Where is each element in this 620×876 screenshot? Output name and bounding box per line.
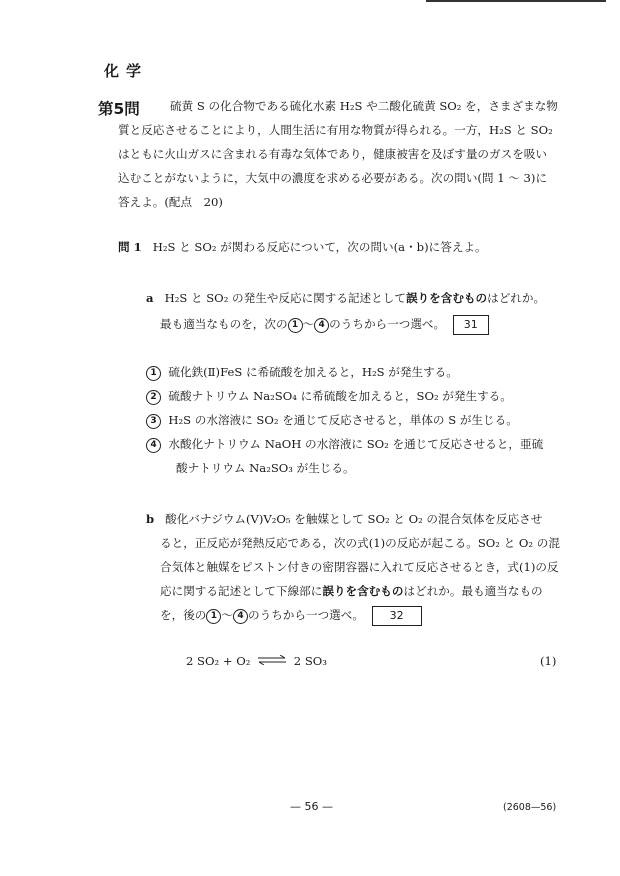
option-4-continuation: 酸ナトリウム Na₂SO₃ が生じる。 — [176, 461, 355, 475]
circled-4-icon: 4 — [314, 318, 329, 333]
circled-4-icon: 4 — [233, 609, 248, 624]
part-a-label: a — [146, 291, 154, 305]
option-2-marker: 2 — [146, 390, 161, 405]
equation — [186, 650, 327, 674]
part-a-line-2 — [160, 313, 489, 337]
equation-number: (1) — [540, 654, 557, 668]
part-a-line1-pre: H₂S と SO₂ の発生や反応に関する記述として — [164, 291, 406, 305]
part-b-line4-bold: 誤りを含むもの — [322, 584, 404, 598]
circled-1-icon: 1 — [288, 318, 303, 333]
part-a-line-1 — [146, 287, 545, 311]
top-rule — [426, 0, 606, 2]
intro-line-3: はともに火山ガスに含まれる有毒な気体であり，健康被害を及ぼす量のガスを吸い — [118, 147, 547, 161]
option-2-text: 硫酸ナトリウム Na₂SO₄ に希硫酸を加えると，SO₂ が発生する。 — [168, 389, 512, 403]
part-b-line-2: ると，正反応が発熱反応である，次の式(1)の反応が起こる。SO₂ と O₂ の混 — [160, 536, 560, 550]
part-b-label: b — [146, 512, 155, 526]
answer-box-31: 31 — [453, 315, 489, 335]
part-b-line-1 — [146, 508, 542, 532]
equilibrium-arrow-icon — [257, 655, 287, 665]
subject-title: 化学 — [104, 62, 149, 80]
intro-line-4: 込むことがないように，大気中の濃度を求める必要がある。次の問い(問 1 ～ 3)に — [118, 171, 548, 185]
option-3-marker: 3 — [146, 414, 161, 429]
part-b-line5-post: のうちから一つ選べ。 — [248, 608, 364, 622]
option-1-text: 硫化鉄(Ⅱ)FeS に希硫酸を加えると，H₂S が発生する。 — [168, 365, 458, 379]
intro-line-1: 硫黄 S の化合物である硫化水素 H₂S や二酸化硫黄 SO₂ を，さまざまな物 — [170, 99, 558, 113]
mon1-line — [118, 236, 487, 260]
mon1-label: 問 1 — [118, 240, 142, 254]
equation-left: 2 SO₂ + O₂ — [186, 654, 251, 668]
part-a-line2-mid: ～ — [302, 317, 315, 331]
part-b-line-4 — [160, 580, 543, 604]
part-b-line-3: 合気体と触媒をピストン付きの密閉容器に入れて反応させるとき，式(1)の反 — [160, 560, 559, 574]
part-b-line-5 — [160, 604, 422, 628]
option-2 — [146, 385, 512, 409]
answer-box-32: 32 — [372, 606, 422, 626]
part-b-line5-mid: ～ — [221, 608, 233, 622]
option-3 — [146, 409, 518, 433]
option-4-marker: 4 — [146, 438, 161, 453]
part-a-line2-post: のうちから一つ選べ。 — [329, 317, 446, 331]
option-4 — [146, 433, 543, 457]
part-a-line1-bold: 誤りを含むもの — [405, 291, 488, 305]
part-b-line4-pre: 応に関する記述として下線部に — [160, 584, 323, 598]
option-1-marker: 1 — [146, 366, 161, 381]
part-a-line1-post: はどれか。 — [487, 291, 546, 305]
equation-right: 2 SO₃ — [293, 654, 327, 668]
part-b-line1-text: 酸化バナジウム(Ⅴ)V₂O₅ を触媒として SO₂ と O₂ の混合気体を反応させ — [165, 512, 543, 526]
mon1-text: H₂S と SO₂ が関わる反応について，次の問い(a・b)に答えよ。 — [152, 240, 487, 254]
part-b-line4-post: はどれか。最も適当なもの — [403, 584, 543, 598]
option-4-text: 水酸化ナトリウム NaOH の水溶液に SO₂ を通じて反応させると，亜硫 — [168, 437, 544, 451]
page-number: — 56 — — [290, 800, 333, 813]
page-code: (2608—56) — [503, 802, 557, 813]
intro-line-5: 答えよ。(配点 20) — [118, 195, 223, 209]
intro-line-2: 質と反応させることにより，人間生活に有用な物質が得られる。一方，H₂S と SO₂ — [118, 123, 553, 137]
part-b-line5-pre: を，後の — [160, 608, 207, 622]
circled-1-icon: 1 — [206, 609, 221, 624]
option-3-text: H₂S の水溶液に SO₂ を通じて反応させると，単体の S が生じる。 — [168, 413, 518, 427]
question-number: 第5問 — [98, 100, 140, 118]
option-1 — [146, 361, 458, 385]
part-a-line2-pre: 最も適当なものを，次の — [160, 317, 288, 331]
